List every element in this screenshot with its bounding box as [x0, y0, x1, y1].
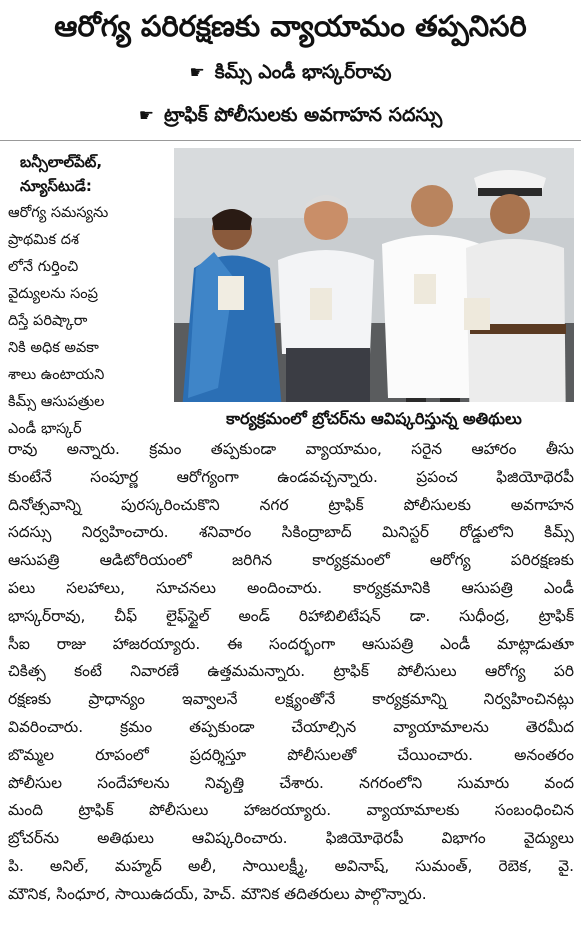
text-line: రక్షణకు ప్రాధాన్యం ఇవ్వాలనే లక్ష్యంతోనే కార్యక్రమాన్ని నిర్వహించినట్లు [8, 690, 574, 709]
text-line: సదస్సు నిర్వహించారు. శనివారం సికింద్రాబాద్ మినిస్టర్ రోడ్డులోని కిమ్స్ [8, 523, 574, 542]
pointing-hand-icon: ☛ [138, 106, 155, 126]
headline: ఆరోగ్య పరిరక్షణకు వ్యాయామం తప్పనిసరి [54, 9, 527, 43]
photo-illustration [174, 148, 574, 434]
text-line: బొమ్మల రూపంలో ప్రదర్శిస్తూ పోలీసులతో చేయించారు. అనంతరం [8, 745, 574, 764]
text-line: భాస్కర్‌రావు, చీఫ్ లైఫ్‌స్టైల్ అండ్ రిహాబిలిటేషన్ డా. సుధీంద్ర, ట్రాఫిక్ [8, 606, 574, 625]
subheading-text: కిమ్స్ ఎండీ భాస్కర్‌రావు [214, 61, 392, 83]
text-line: వైద్యులను సంప్ర [8, 286, 98, 302]
text-line: దిస్తే పరిష్కారా [8, 313, 88, 329]
pointing-hand-icon: ☛ [189, 63, 205, 83]
subheading [0, 57, 581, 88]
text-line: ఎండీ భాస్కర్ [8, 421, 82, 437]
text-line: చికిత్స కంటే నివారణే ఉత్తమమన్నారు. ట్రాఫిక్ పోలీసులు ఆరోగ్య పరి [8, 662, 574, 681]
dateline-source: న్యూస్‌టుడే: [20, 177, 92, 195]
text-line: మంది ట్రాఫిక్ పోలీసులు హాజరయ్యారు. వ్యాయామాలకు సంబంధించిన [8, 801, 574, 820]
dateline [20, 150, 172, 198]
divider [0, 140, 581, 141]
text-line: లోనే గుర్తించి [8, 259, 79, 275]
text-line: శాలు ఉంటాయని [8, 367, 105, 383]
text-line: రావు అన్నారు. క్రమం తప్పకుండా వ్యాయామం, సరైన ఆహారం తీసు [8, 440, 574, 458]
text-line: ప్రాథమిక దశ [8, 232, 79, 248]
text-line: వివరించారు. క్రమం తప్పకుండా చేయాల్సిన వ్యాయామాలను తెరమీద [8, 717, 574, 736]
text-line: కిమ్స్ ఆసుపత్రుల [8, 394, 105, 410]
text-line: ఆసుపత్రి ఆడిటోరియంలో జరిగిన కార్యక్రమంలో ఆరోగ్య పరిరక్షణకు [8, 551, 574, 570]
text-line: బ్రోచర్‌ను అతిథులు ఆవిష్కరించారు. ఫిజియోథెరపీ విభాగం వైద్యులు [8, 829, 574, 848]
text-line: నికి అధిక అవకా [8, 340, 99, 356]
text-line: పోలీసుల సందేహాలను నివృత్తి చేశారు. నగరంలోని సుమారు వంద [8, 773, 574, 792]
article-body [8, 436, 574, 909]
text-line: పి. అనిల్, మహ్మద్ అలీ, సాయిలక్ష్మీ, అవినాష్, సుమంత్, రెబెక, వై. [8, 856, 574, 875]
subheading-text: ట్రాఫిక్ పోలీసులకు అవగాహన సదస్సు [164, 104, 443, 126]
subheading [0, 100, 581, 131]
dateline-place: బన్సీలాల్‌పేట్, [20, 153, 103, 171]
text-line: కుంటేనే సంపూర్ణ ఆరోగ్యంగా ఉండవచ్చన్నారు. ప్రపంచ ఫిజియోథెరపీ [8, 467, 574, 486]
photo-caption: కార్యక్రమంలో బ్రోచర్‌ను ఆవిష్కరిస్తున్న అతిథులు [174, 402, 574, 436]
text-line: ఆరోగ్య సమస్యను [8, 205, 109, 221]
text-line: మౌనిక, సింధూర, సాయిఉదయ్, హెచ్. మౌనిక తదితరులు పాల్గొన్నారు. [8, 884, 427, 903]
text-line: పలు సలహాలు, సూచనలు అందించారు. కార్యక్రమానికి ఆసుపత్రి ఎండీ [8, 578, 574, 597]
text-line: దినోత్సవాన్ని పురస్కరించుకొని నగర ట్రాఫిక్ పోలీసులకు అవగాహన [8, 495, 574, 514]
lead-column [8, 200, 176, 443]
news-photo [174, 148, 574, 434]
text-line: సీఐ రాజు హాజరయ్యారు. ఈ సందర్భంగా ఆసుపత్రి ఎండీ మాట్లాడుతూ [8, 634, 574, 653]
